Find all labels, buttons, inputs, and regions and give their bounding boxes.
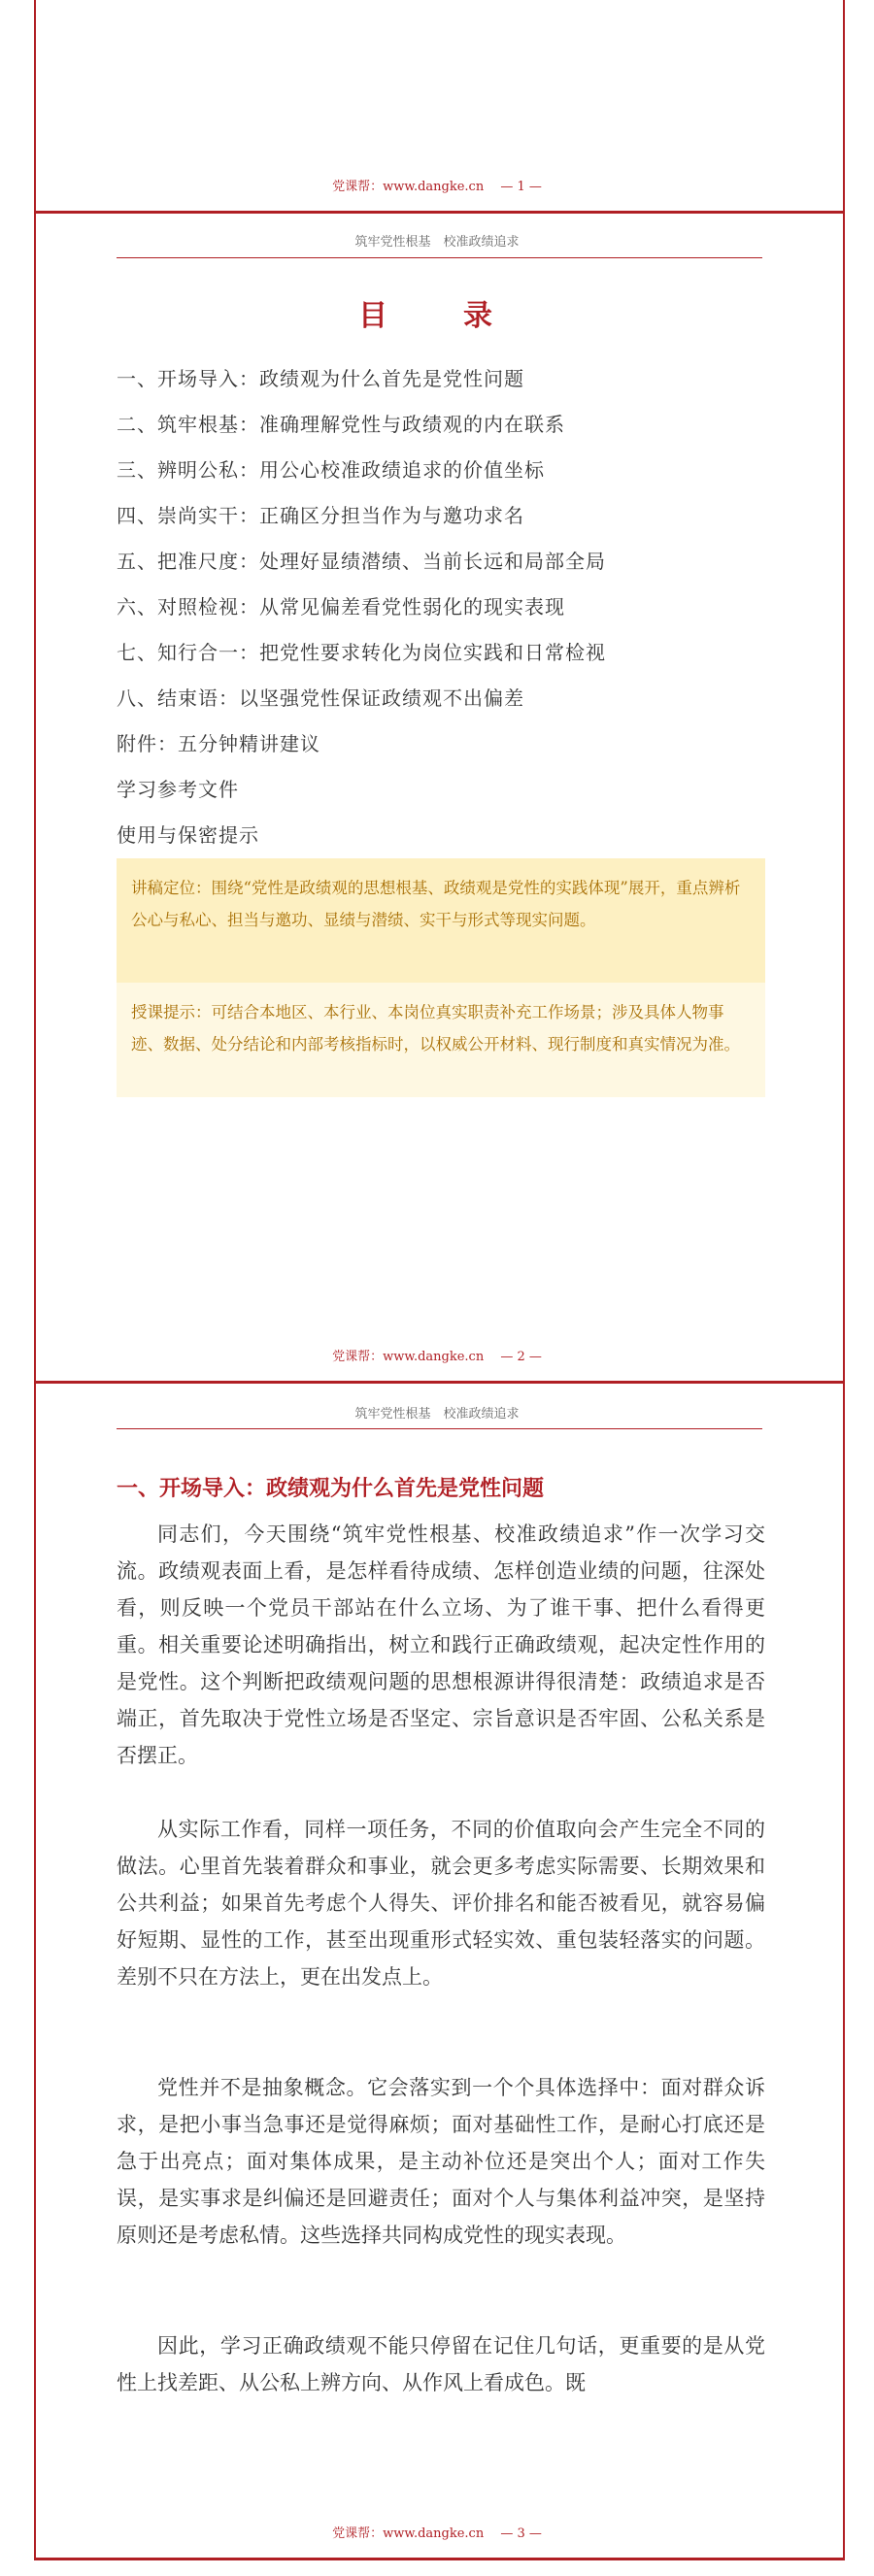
section-title: 一、开场导入：政绩观为什么首先是党性问题 [117, 1477, 545, 1501]
toc-item[interactable]: 二、筑牢根基：准确理解党性与政绩观的内在联系 [117, 413, 565, 436]
header-rule [117, 1428, 762, 1429]
teaching-tip-note: 授课提示：可结合本地区、本行业、本岗位真实职责补充工作场景；涉及具体人物事迹、数据、处分结论和内部考核指标时，以权威公开材料、现行制度和真实情况为准。 [117, 983, 765, 1097]
toc-item[interactable]: 六、对照检视：从常见偏差看党性弱化的现实表现 [117, 595, 565, 619]
toc-item[interactable]: 八、结束语：以坚强党性保证政绩观不出偏差 [117, 686, 524, 710]
body-paragraph: 同志们，今天围绕“筑牢党性根基、校准政绩追求”作一次学习交流。政绩观表面上看，是怎样看待成绩、怎样创造业绩的问题，往深处看，则反映一个党员干部站在什么立场、为了谁干事、把什么看得更重。相关重要论述明确指出，树立和践行正确政绩观，起决定性作用的是党性。这个判断把政绩观问题的思想根源讲得很清楚：政绩追求是否端正，首先取决于党性立场是否坚定、宗旨意识是否牢固、公私关系是否摆正。 [117, 1522, 765, 1767]
page-bottom-rule [34, 2558, 845, 2560]
toc-item[interactable]: 三、辨明公私：用公心校准政绩追求的价值坐标 [117, 458, 545, 482]
toc-item[interactable]: 四、崇尚实干：正确区分担当作为与邀功求名 [117, 504, 524, 527]
body-paragraph: 党性并不是抽象概念。它会落实到一个个具体选择中：面对群众诉求，是把小事当急事还是觉得麻烦；面对基础性工作，是耐心打底还是急于出亮点；面对集体成果，是主动补位还是突出个人；面对工作失误，是实事求是纠偏还是回避责任；面对个人与集体利益冲突，是坚持原则还是考虑私情。这些选择共同构成党性的现实表现。 [117, 2076, 765, 2247]
page-footer: 党课帮：www.dangke.cn — 1 — [332, 180, 542, 194]
running-header: 筑牢党性根基 校准政绩追求 [354, 235, 520, 250]
page-footer: 党课帮：www.dangke.cn — 2 — [332, 1350, 542, 1364]
page-footer: 党课帮：www.dangke.cn — 3 — [332, 2526, 542, 2541]
toc-title: 目 录 [358, 299, 516, 333]
body-paragraph: 因此，学习正确政绩观不能只停留在记住几句话，更重要的是从党性上找差距、从公私上辨方向、从作风上看成色。既 [117, 2334, 765, 2394]
toc-item[interactable]: 学习参考文件 [117, 778, 239, 801]
body-paragraph: 从实际工作看，同样一项任务，不同的价值取向会产生完全不同的做法。心里首先装着群众和事业，就会更多考虑实际需要、长期效果和公共利益；如果首先考虑个人得失、评价排名和能否被看见，就容易偏好短期、显性的工作，甚至出现重形式轻实效、重包装轻落实的问题。差别不只在方法上，更在出发点上。 [117, 1818, 765, 1989]
toc-item[interactable]: 七、知行合一：把党性要求转化为岗位实践和日常检视 [117, 641, 606, 664]
toc-item[interactable]: 附件：五分钟精讲建议 [117, 732, 320, 755]
toc-item[interactable]: 使用与保密提示 [117, 823, 259, 847]
toc-item[interactable]: 五、把准尺度：处理好显绩潜绩、当前长远和局部全局 [117, 550, 606, 573]
toc-item[interactable]: 一、开场导入：政绩观为什么首先是党性问题 [117, 367, 524, 390]
positioning-note: 讲稿定位：围绕“党性是政绩观的思想根基、政绩观是党性的实践体现”展开，重点辨析公心与私心、担当与邀功、显绩与潜绩、实干与形式等现实问题。 [117, 858, 765, 983]
header-rule [117, 257, 762, 258]
running-header: 筑牢党性根基 校准政绩追求 [354, 1407, 520, 1422]
